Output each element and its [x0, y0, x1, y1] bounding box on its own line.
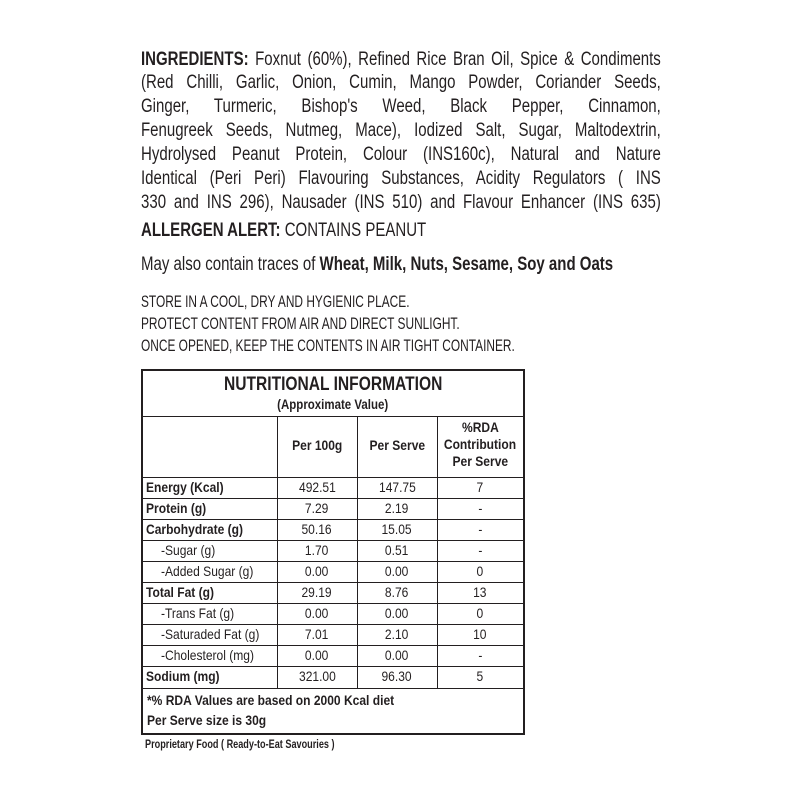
value-rda-text: - — [477, 521, 483, 537]
value-per-serve-text: 0.00 — [385, 647, 409, 663]
value-per-serve-text: 2.10 — [385, 626, 409, 642]
nutrient-name-text: -Sugar (g) — [161, 542, 216, 558]
ingredients-line-6: Identical (Peri Peri) Flavouring Substances, Acidity Regulators ( INS — [141, 168, 661, 189]
value-per-serve-text: 2.19 — [385, 500, 409, 516]
value-rda-text: 5 — [476, 668, 484, 684]
value-per-100g-text: 0.00 — [305, 605, 329, 621]
ingredients-line-4: Fenugreek Seeds, Nutmeg, Mace), Iodized Salt, Sugar, Maltodextrin, — [141, 120, 661, 141]
ingredients-line-1 — [141, 48, 661, 71]
value-rda-text: 10 — [473, 626, 487, 642]
value-per-serve — [357, 625, 437, 644]
nutrition-table — [141, 369, 525, 735]
value-per-serve — [357, 520, 437, 539]
storage-line-2: PROTECT CONTENT FROM AIR AND DIRECT SUNLIGHT. — [141, 314, 460, 333]
nutrition-title — [143, 375, 523, 395]
allergen-alert — [141, 219, 426, 242]
value-per-serve-text: 96.30 — [381, 668, 413, 684]
ingredients-line-2: (Red Chilli, Garlic, Onion, Cumin, Mango Powder, Coriander Seeds, — [141, 72, 661, 93]
value-per-100g — [277, 667, 357, 686]
nutrition-subtitle — [143, 395, 523, 413]
nutrient-name-text: -Trans Fat (g) — [161, 605, 235, 621]
value-rda — [437, 667, 523, 686]
nutrient-name — [146, 499, 273, 518]
value-per-serve-text: 0.00 — [385, 563, 409, 579]
value-per-100g — [277, 478, 357, 497]
nutrient-name — [146, 667, 273, 686]
value-per-100g-text: 0.00 — [305, 563, 329, 579]
nutrient-name — [146, 583, 273, 602]
value-per-serve — [357, 667, 437, 686]
nutrient-name-text: Energy (Kcal) — [146, 479, 224, 495]
footnote-serve-size: Per Serve size is 30g — [147, 712, 267, 728]
value-rda — [437, 625, 523, 644]
nutrition-subtitle-text: (Approximate Value) — [277, 396, 389, 412]
value-per-serve-text: 0.00 — [385, 605, 409, 621]
value-per-serve — [357, 583, 437, 602]
nutrient-name — [161, 625, 273, 644]
header-rda — [437, 419, 523, 470]
nutrient-name — [161, 541, 273, 560]
value-per-100g — [277, 562, 357, 581]
value-per-100g-text: 492.51 — [298, 479, 336, 495]
value-rda — [437, 499, 523, 518]
value-per-serve — [357, 541, 437, 560]
value-per-100g — [277, 520, 357, 539]
proprietary-food-note: Proprietary Food ( Ready-to-Eat Savouries ) — [145, 737, 335, 751]
value-per-100g — [277, 541, 357, 560]
nutrition-title-text: NUTRITIONAL INFORMATION — [223, 374, 443, 395]
value-rda-text: 0 — [476, 563, 484, 579]
header-per-serve-text: Per Serve — [369, 437, 425, 453]
nutrient-name-text: Sodium (mg) — [146, 668, 220, 684]
value-per-100g-text: 7.01 — [305, 626, 329, 642]
value-rda — [437, 583, 523, 602]
value-rda — [437, 478, 523, 497]
header-per-100g — [277, 437, 357, 454]
value-rda-text: - — [477, 542, 483, 558]
traces-items: Wheat, Milk, Nuts, Sesame, Soy and Oats — [319, 254, 614, 275]
value-per-100g — [277, 625, 357, 644]
nutrient-name — [146, 478, 273, 497]
nutrient-name-text: Carbohydrate (g) — [146, 521, 244, 537]
value-rda — [437, 604, 523, 623]
ingredients-line-7: 330 and INS 296), Nausader (INS 510) and Flavour Enhancer (INS 635) — [141, 192, 661, 213]
value-rda-text: - — [477, 500, 483, 516]
value-per-100g-text: 50.16 — [301, 521, 333, 537]
value-per-serve-text: 0.51 — [385, 542, 409, 558]
header-rda-line-1: %RDA — [461, 419, 499, 435]
value-per-serve — [357, 646, 437, 665]
value-per-serve — [357, 562, 437, 581]
value-rda-text: 0 — [476, 605, 484, 621]
value-rda — [437, 562, 523, 581]
nutrient-name — [146, 520, 273, 539]
header-rda-line-3: Per Serve — [452, 453, 508, 469]
storage-line-3: ONCE OPENED, KEEP THE CONTENTS IN AIR TIGHT CONTAINER. — [141, 336, 515, 355]
footnote-rda: *% RDA Values are based on 2000 Kcal diet — [147, 692, 395, 708]
header-per-serve — [357, 437, 437, 454]
table-rule — [143, 416, 523, 417]
value-per-100g — [277, 499, 357, 518]
value-per-serve — [357, 478, 437, 497]
value-per-serve-text: 15.05 — [381, 521, 413, 537]
value-per-serve — [357, 604, 437, 623]
allergen-label: ALLERGEN ALERT: — [141, 220, 281, 241]
header-per-100g-text: Per 100g — [291, 437, 343, 453]
value-per-100g — [277, 646, 357, 665]
ingredients-text-1: Foxnut (60%), Refined Rice Bran Oil, Spice & Condiments — [248, 49, 661, 70]
traces-prefix: May also contain traces of — [141, 254, 320, 275]
allergen-value: CONTAINS PEANUT — [280, 220, 427, 241]
value-rda-text: 7 — [476, 479, 484, 495]
nutrient-name — [161, 646, 273, 665]
nutrient-name-text: -Added Sugar (g) — [161, 563, 254, 579]
value-per-100g-text: 0.00 — [305, 647, 329, 663]
value-per-100g-text: 321.00 — [298, 668, 336, 684]
value-per-100g — [277, 583, 357, 602]
value-per-serve-text: 147.75 — [378, 479, 416, 495]
nutrient-name-text: -Saturaded Fat (g) — [161, 626, 260, 642]
ingredients-line-5: Hydrolysed Peanut Protein, Colour (INS160c), Natural and Nature — [141, 144, 661, 165]
ingredients-label: INGREDIENTS: — [141, 49, 249, 70]
traces-note — [141, 253, 613, 276]
value-per-100g-text: 1.70 — [305, 542, 329, 558]
value-per-serve-text: 8.76 — [385, 584, 409, 600]
value-per-100g-text: 7.29 — [305, 500, 329, 516]
header-rda-line-2: Contribution — [443, 436, 517, 452]
ingredients-line-3: Ginger, Turmeric, Bishop's Weed, Black Pepper, Cinnamon, — [141, 96, 661, 117]
nutrient-name-text: Protein (g) — [146, 500, 207, 516]
nutrient-name-text: Total Fat (g) — [146, 584, 214, 600]
nutrient-name — [161, 562, 273, 581]
value-rda — [437, 520, 523, 539]
value-rda-text: 13 — [473, 584, 487, 600]
value-per-100g-text: 29.19 — [301, 584, 333, 600]
nutrient-name-text: -Cholesterol (mg) — [161, 647, 255, 663]
value-rda-text: - — [477, 647, 483, 663]
value-rda — [437, 541, 523, 560]
value-per-100g — [277, 604, 357, 623]
table-rule — [143, 688, 523, 689]
value-per-serve — [357, 499, 437, 518]
storage-line-1: STORE IN A COOL, DRY AND HYGIENIC PLACE. — [141, 292, 410, 311]
nutrient-name — [161, 604, 273, 623]
value-rda — [437, 646, 523, 665]
